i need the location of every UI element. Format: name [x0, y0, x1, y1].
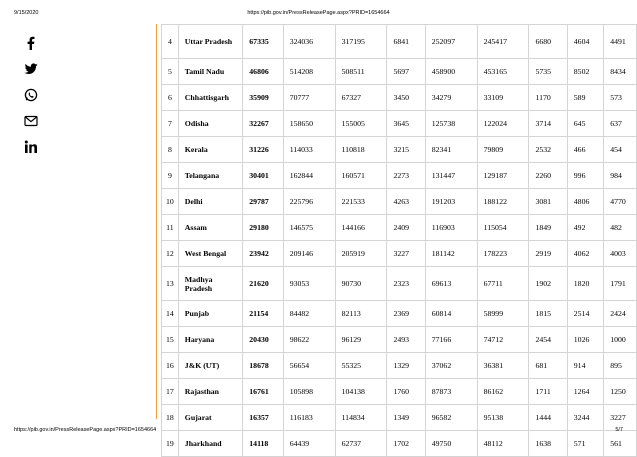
- state-name-cell: Tamil Nadu: [178, 59, 242, 85]
- value-cell: 110818: [335, 137, 387, 163]
- value-cell: 36381: [477, 353, 529, 379]
- value-cell: 2919: [529, 241, 567, 267]
- value-cell: 114033: [283, 137, 335, 163]
- value-cell: 8502: [567, 59, 603, 85]
- value-cell: 155005: [335, 111, 387, 137]
- value-cell: 514208: [283, 59, 335, 85]
- serial-number-cell: 10: [162, 189, 179, 215]
- value-cell: 453165: [477, 59, 529, 85]
- value-cell: 144166: [335, 215, 387, 241]
- value-cell: 3244: [567, 405, 603, 431]
- value-cell: 6841: [387, 25, 425, 59]
- value-cell: 1170: [529, 85, 567, 111]
- value-cell: 79809: [477, 137, 529, 163]
- value-cell: 21620: [243, 267, 283, 301]
- value-cell: 2273: [387, 163, 425, 189]
- value-cell: 14118: [243, 431, 283, 457]
- value-cell: 31226: [243, 137, 283, 163]
- value-cell: 114834: [335, 405, 387, 431]
- state-name-cell: Jharkhand: [178, 431, 242, 457]
- value-cell: 69613: [425, 267, 477, 301]
- value-cell: 105898: [283, 379, 335, 405]
- value-cell: 561: [604, 431, 637, 457]
- value-cell: 8434: [604, 59, 637, 85]
- state-name-cell: Punjab: [178, 301, 242, 327]
- table-row: [162, 215, 637, 241]
- value-cell: 1329: [387, 353, 425, 379]
- value-cell: 492: [567, 215, 603, 241]
- value-cell: 1791: [604, 267, 637, 301]
- value-cell: 245417: [477, 25, 529, 59]
- value-cell: 225796: [283, 189, 335, 215]
- footer-url: https://pib.gov.in/PressReleasePage.aspx?PRID=1654664: [14, 427, 157, 433]
- value-cell: 62737: [335, 431, 387, 457]
- value-cell: 18678: [243, 353, 283, 379]
- table-row: [162, 327, 637, 353]
- serial-number-cell: 12: [162, 241, 179, 267]
- value-cell: 55325: [335, 353, 387, 379]
- table-row: [162, 267, 637, 301]
- value-cell: 116903: [425, 215, 477, 241]
- value-cell: 4003: [604, 241, 637, 267]
- value-cell: 1902: [529, 267, 567, 301]
- value-cell: 23942: [243, 241, 283, 267]
- value-cell: 188122: [477, 189, 529, 215]
- value-cell: 29787: [243, 189, 283, 215]
- value-cell: 29180: [243, 215, 283, 241]
- value-cell: 158650: [283, 111, 335, 137]
- value-cell: 77166: [425, 327, 477, 353]
- content-border: [156, 24, 157, 419]
- value-cell: 5735: [529, 59, 567, 85]
- table-row: [162, 189, 637, 215]
- state-name-cell: Delhi: [178, 189, 242, 215]
- serial-number-cell: 4: [162, 25, 179, 59]
- value-cell: 122024: [477, 111, 529, 137]
- value-cell: 33109: [477, 85, 529, 111]
- value-cell: 82341: [425, 137, 477, 163]
- value-cell: 125738: [425, 111, 477, 137]
- state-name-cell: Kerala: [178, 137, 242, 163]
- value-cell: 1815: [529, 301, 567, 327]
- state-name-cell: Haryana: [178, 327, 242, 353]
- value-cell: 191203: [425, 189, 477, 215]
- serial-number-cell: 13: [162, 267, 179, 301]
- value-cell: 181142: [425, 241, 477, 267]
- value-cell: 4491: [604, 25, 637, 59]
- print-url: https://pib.gov.in/PressReleasePage.aspx?PRID=1654664: [247, 10, 390, 16]
- value-cell: 3227: [387, 241, 425, 267]
- value-cell: 56654: [283, 353, 335, 379]
- value-cell: 5697: [387, 59, 425, 85]
- value-cell: 74712: [477, 327, 529, 353]
- value-cell: 49750: [425, 431, 477, 457]
- value-cell: 2514: [567, 301, 603, 327]
- value-cell: 87873: [425, 379, 477, 405]
- value-cell: 4263: [387, 189, 425, 215]
- table-row: [162, 163, 637, 189]
- state-data-table: [161, 24, 637, 457]
- serial-number-cell: 17: [162, 379, 179, 405]
- value-cell: 1444: [529, 405, 567, 431]
- value-cell: 573: [604, 85, 637, 111]
- value-cell: 4806: [567, 189, 603, 215]
- serial-number-cell: 6: [162, 85, 179, 111]
- value-cell: 996: [567, 163, 603, 189]
- value-cell: 131447: [425, 163, 477, 189]
- value-cell: 34279: [425, 85, 477, 111]
- state-name-cell: Chhattisgarh: [178, 85, 242, 111]
- value-cell: 508511: [335, 59, 387, 85]
- page-number: 5/7: [615, 427, 623, 433]
- table-row: [162, 85, 637, 111]
- value-cell: 2532: [529, 137, 567, 163]
- value-cell: 3450: [387, 85, 425, 111]
- value-cell: 3645: [387, 111, 425, 137]
- state-name-cell: West Bengal: [178, 241, 242, 267]
- serial-number-cell: 14: [162, 301, 179, 327]
- value-cell: 48112: [477, 431, 529, 457]
- value-cell: 1264: [567, 379, 603, 405]
- value-cell: 93053: [283, 267, 335, 301]
- state-name-cell: Rajasthan: [178, 379, 242, 405]
- email-icon[interactable]: [24, 114, 44, 138]
- value-cell: 3215: [387, 137, 425, 163]
- value-cell: 1250: [604, 379, 637, 405]
- value-cell: 454: [604, 137, 637, 163]
- value-cell: 160571: [335, 163, 387, 189]
- value-cell: 20430: [243, 327, 283, 353]
- value-cell: 96582: [425, 405, 477, 431]
- value-cell: 1349: [387, 405, 425, 431]
- serial-number-cell: 18: [162, 405, 179, 431]
- value-cell: 1849: [529, 215, 567, 241]
- value-cell: 146575: [283, 215, 335, 241]
- value-cell: 70777: [283, 85, 335, 111]
- twitter-icon[interactable]: [24, 62, 44, 86]
- state-name-cell: Gujarat: [178, 405, 242, 431]
- state-name-cell: Madhya Pradesh: [178, 267, 242, 301]
- value-cell: 4604: [567, 25, 603, 59]
- value-cell: 67327: [335, 85, 387, 111]
- value-cell: 4062: [567, 241, 603, 267]
- value-cell: 317195: [335, 25, 387, 59]
- state-name-cell: Assam: [178, 215, 242, 241]
- value-cell: 84482: [283, 301, 335, 327]
- state-name-cell: Odisha: [178, 111, 242, 137]
- linkedin-icon[interactable]: [24, 140, 44, 164]
- value-cell: 645: [567, 111, 603, 137]
- value-cell: 589: [567, 85, 603, 111]
- table-row: [162, 59, 637, 85]
- value-cell: 3081: [529, 189, 567, 215]
- value-cell: 37062: [425, 353, 477, 379]
- value-cell: 1760: [387, 379, 425, 405]
- value-cell: 35909: [243, 85, 283, 111]
- value-cell: 914: [567, 353, 603, 379]
- value-cell: 2424: [604, 301, 637, 327]
- value-cell: 895: [604, 353, 637, 379]
- value-cell: 60814: [425, 301, 477, 327]
- social-share-bar: [24, 34, 44, 164]
- table-row: [162, 25, 637, 59]
- table-row: [162, 241, 637, 267]
- serial-number-cell: 16: [162, 353, 179, 379]
- serial-number-cell: 7: [162, 111, 179, 137]
- print-header: [14, 10, 623, 20]
- value-cell: 129187: [477, 163, 529, 189]
- serial-number-cell: 9: [162, 163, 179, 189]
- value-cell: 96129: [335, 327, 387, 353]
- value-cell: 67711: [477, 267, 529, 301]
- value-cell: 32267: [243, 111, 283, 137]
- serial-number-cell: 11: [162, 215, 179, 241]
- table-row: [162, 379, 637, 405]
- value-cell: 1026: [567, 327, 603, 353]
- value-cell: 64439: [283, 431, 335, 457]
- value-cell: 482: [604, 215, 637, 241]
- value-cell: 466: [567, 137, 603, 163]
- value-cell: 3714: [529, 111, 567, 137]
- value-cell: 324036: [283, 25, 335, 59]
- value-cell: 3227: [604, 405, 637, 431]
- facebook-icon[interactable]: [24, 36, 44, 60]
- value-cell: 209146: [283, 241, 335, 267]
- value-cell: 637: [604, 111, 637, 137]
- value-cell: 104138: [335, 379, 387, 405]
- value-cell: 4770: [604, 189, 637, 215]
- serial-number-cell: 15: [162, 327, 179, 353]
- value-cell: 98622: [283, 327, 335, 353]
- print-footer: [14, 427, 623, 437]
- value-cell: 458900: [425, 59, 477, 85]
- value-cell: 21154: [243, 301, 283, 327]
- value-cell: 221533: [335, 189, 387, 215]
- whatsapp-icon[interactable]: [24, 88, 44, 112]
- value-cell: 162844: [283, 163, 335, 189]
- value-cell: 1638: [529, 431, 567, 457]
- state-name-cell: J&K (UT): [178, 353, 242, 379]
- value-cell: 1820: [567, 267, 603, 301]
- table-row: [162, 353, 637, 379]
- value-cell: 205919: [335, 241, 387, 267]
- value-cell: 1711: [529, 379, 567, 405]
- value-cell: 67335: [243, 25, 283, 59]
- value-cell: 58999: [477, 301, 529, 327]
- serial-number-cell: 8: [162, 137, 179, 163]
- value-cell: 2323: [387, 267, 425, 301]
- value-cell: 16761: [243, 379, 283, 405]
- value-cell: 2454: [529, 327, 567, 353]
- state-name-cell: Telangana: [178, 163, 242, 189]
- print-date: 9/15/2020: [14, 10, 39, 16]
- value-cell: 115054: [477, 215, 529, 241]
- value-cell: 2493: [387, 327, 425, 353]
- value-cell: 82113: [335, 301, 387, 327]
- value-cell: 95138: [477, 405, 529, 431]
- value-cell: 1000: [604, 327, 637, 353]
- table-row: [162, 301, 637, 327]
- value-cell: 6680: [529, 25, 567, 59]
- value-cell: 2369: [387, 301, 425, 327]
- value-cell: 86162: [477, 379, 529, 405]
- serial-number-cell: 19: [162, 431, 179, 457]
- value-cell: 178223: [477, 241, 529, 267]
- value-cell: 16357: [243, 405, 283, 431]
- table-row: [162, 137, 637, 163]
- value-cell: 1702: [387, 431, 425, 457]
- value-cell: 681: [529, 353, 567, 379]
- value-cell: 2260: [529, 163, 567, 189]
- value-cell: 46806: [243, 59, 283, 85]
- value-cell: 90730: [335, 267, 387, 301]
- state-name-cell: Uttar Pradesh: [178, 25, 242, 59]
- table-row: [162, 111, 637, 137]
- value-cell: 2409: [387, 215, 425, 241]
- value-cell: 252097: [425, 25, 477, 59]
- value-cell: 116183: [283, 405, 335, 431]
- serial-number-cell: 5: [162, 59, 179, 85]
- value-cell: 571: [567, 431, 603, 457]
- value-cell: 30401: [243, 163, 283, 189]
- value-cell: 984: [604, 163, 637, 189]
